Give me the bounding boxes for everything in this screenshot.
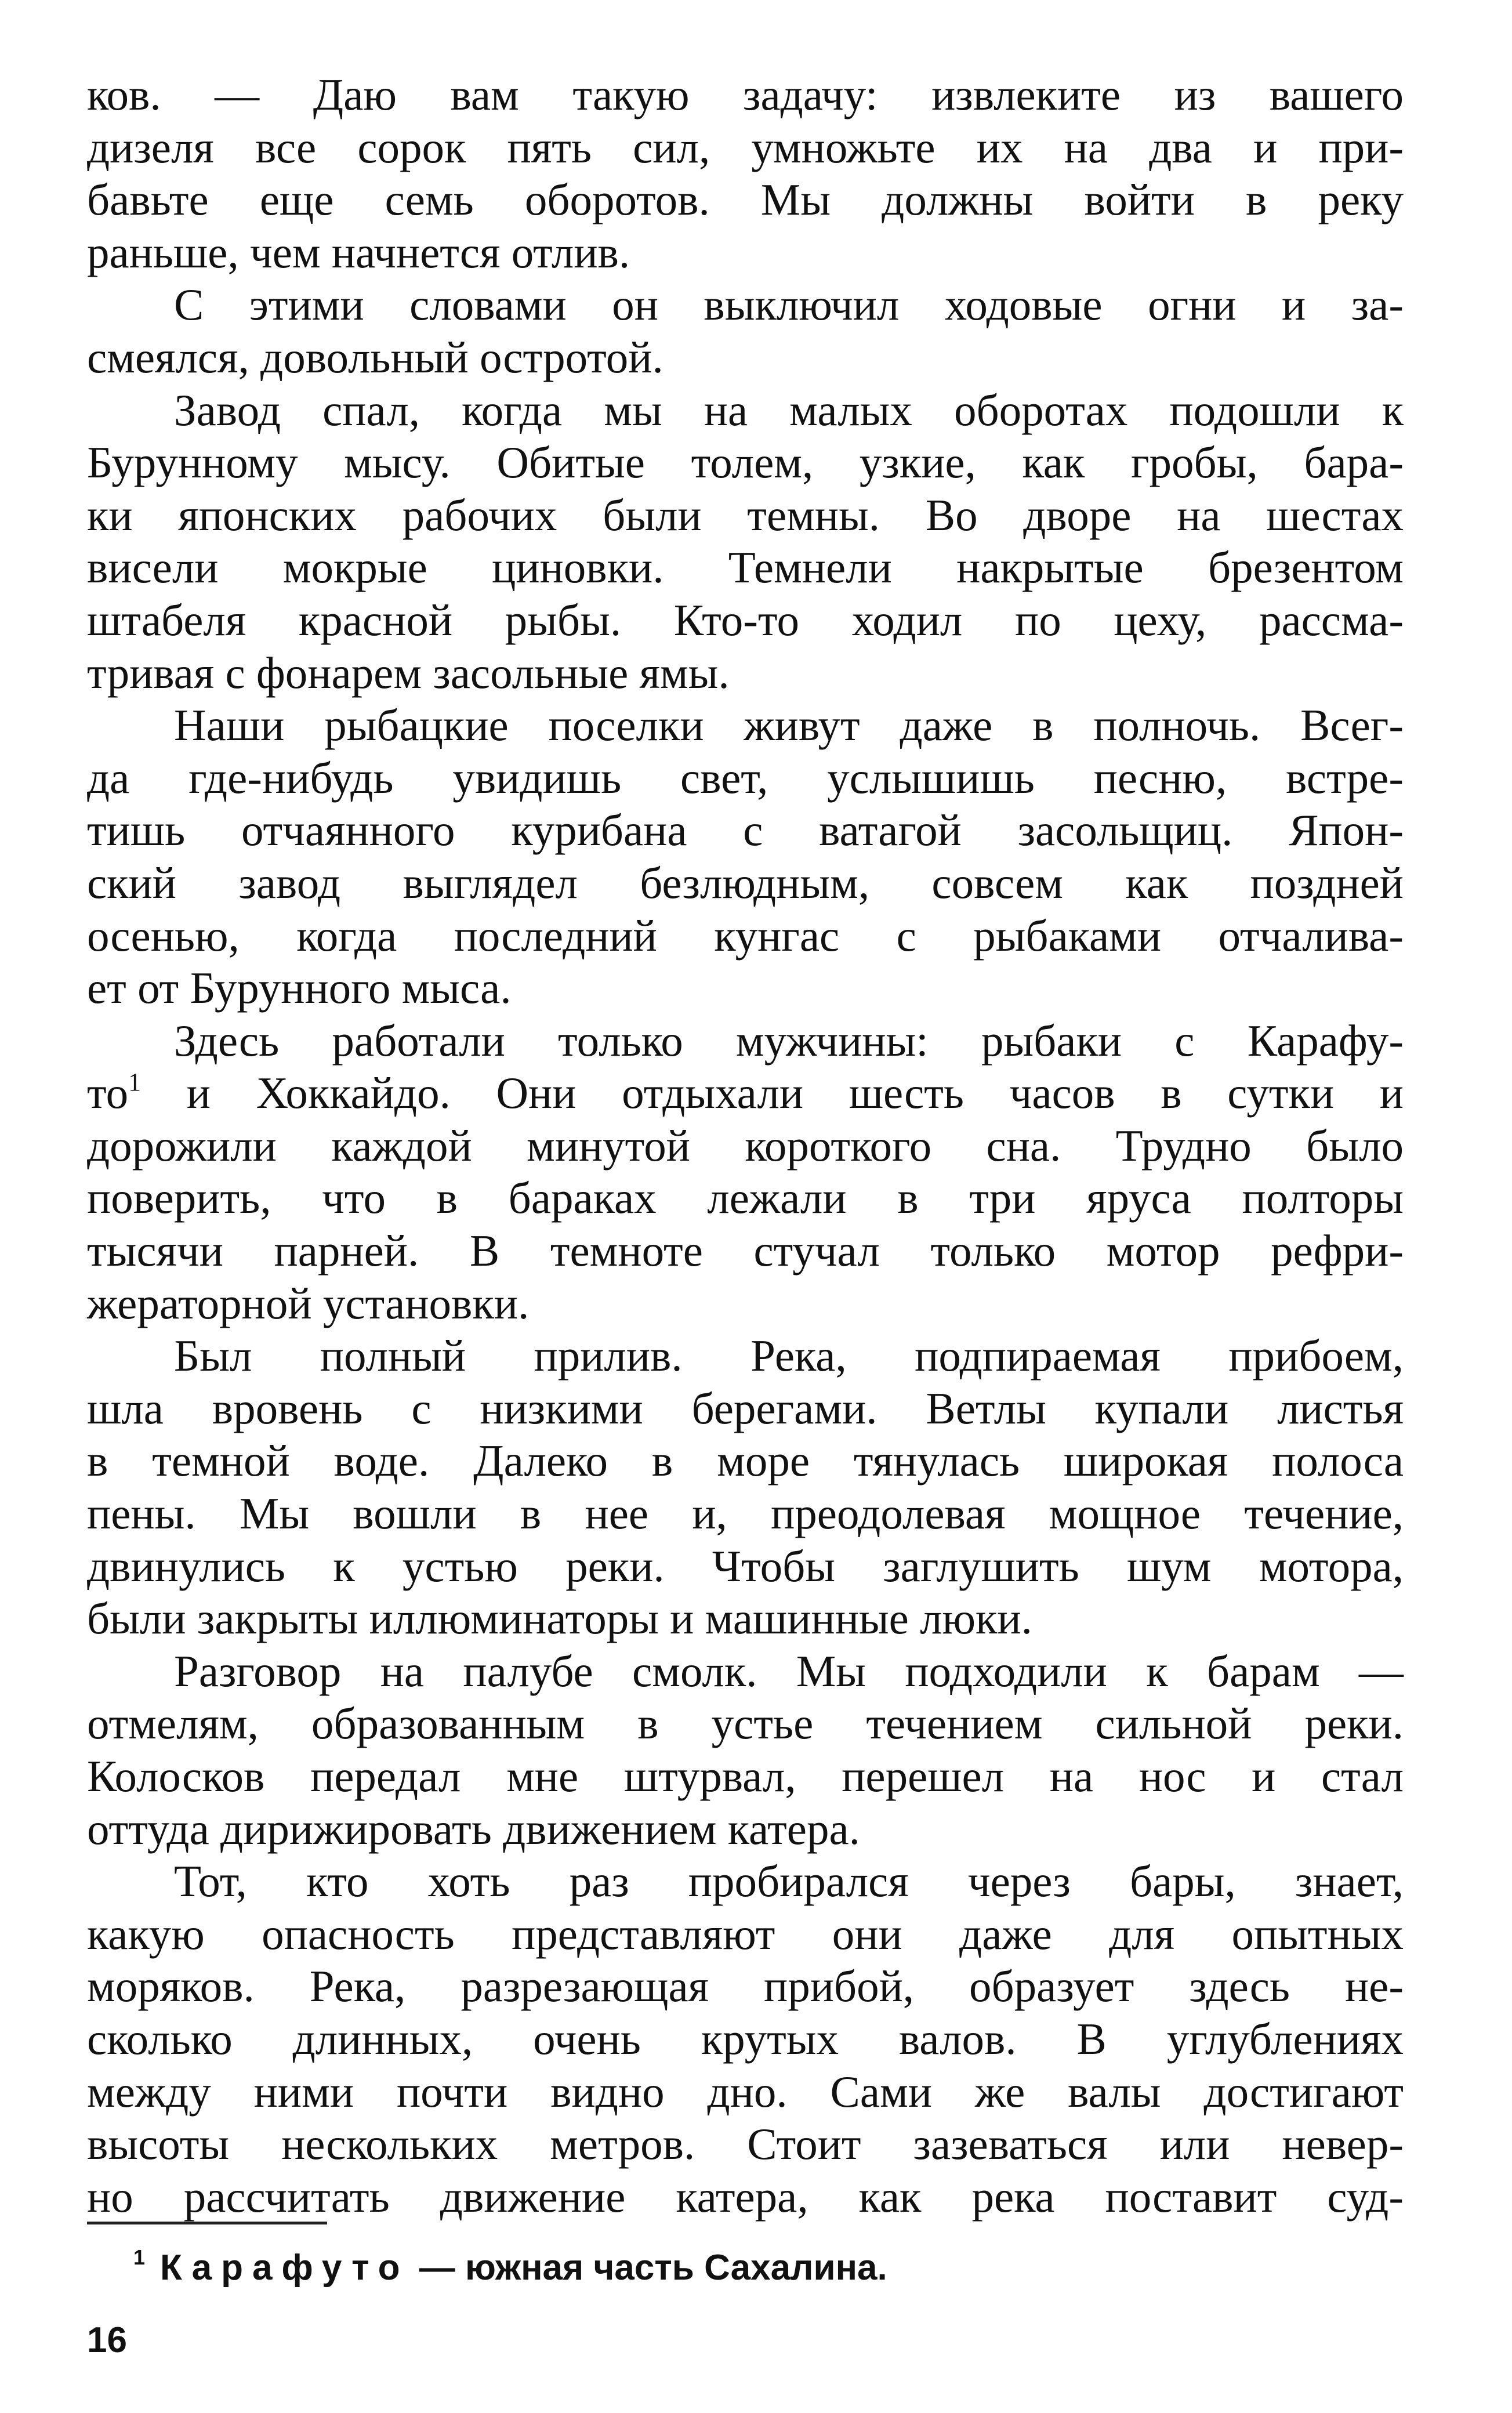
line-rest: и Хоккайдо. Они отдыхали шесть часов в сутки и: [141, 1068, 1404, 1118]
line-start: то: [87, 1068, 129, 1118]
footnote-reference: 1: [128, 1068, 142, 1097]
text-line: оттуда дирижировать движением катера.: [87, 1803, 860, 1854]
text-line: штабеля красной рыбы. Кто-то ходил по цеху, рассма-: [87, 595, 1404, 645]
text-line: да где-нибудь увидишь свет, услышишь песню, встре-: [87, 752, 1404, 803]
text-line: бавьте еще семь оборотов. Мы должны войти в реку: [87, 175, 1404, 225]
text-line: висели мокрые циновки. Темнели накрытые брезентом: [87, 542, 1404, 593]
text-line: дорожили каждой минутой короткого сна. Трудно было: [87, 1120, 1404, 1171]
text-line: тысячи парней. В темноте стучал только мотор рефри-: [87, 1226, 1404, 1276]
text-line: ский завод выглядел безлюдным, совсем как поздней: [87, 857, 1404, 908]
text-line: ки японских рабочих были темны. Во дворе на шестах: [87, 490, 1404, 540]
text-line: [87, 1067, 1404, 1119]
text-line: были закрыты иллюминаторы и машинные люки.: [87, 1593, 1032, 1644]
paragraph: [87, 278, 1404, 383]
main-text: [87, 68, 1404, 2223]
text-line: Бурунному мысу. Обитые толем, узкие, как гробы, бара-: [87, 437, 1404, 488]
text-line: Колосков передал мне штурвал, перешел на нос и стал: [87, 1751, 1404, 1801]
footnote-mark: 1: [133, 2245, 146, 2269]
book-page: [87, 68, 1404, 2365]
text-line: ков. — Даю вам такую задачу: извлеките из вашего: [87, 70, 1404, 119]
text-line: двинулись к устью реки. Чтобы заглушить шум мотора,: [87, 1541, 1404, 1591]
text-line: Тот, кто хоть раз пробирался через бары, знает,: [174, 1856, 1404, 1907]
text-line: тишь отчаянного курибана с ватагой засольщиц. Япон-: [87, 805, 1404, 856]
text-line: поверить, что в бараках лежали в три яруса полторы: [87, 1173, 1404, 1223]
text-line: дизеля все сорок пять сил, умножьте их на два и при-: [87, 122, 1404, 172]
text-line: осенью, когда последний кунгас с рыбаками отчалива-: [87, 910, 1404, 961]
text-line: Наши рыбацкие поселки живут даже в полночь. Всег-: [174, 700, 1404, 751]
text-line: шла вровень с низкими берегами. Ветлы купали листья: [87, 1383, 1404, 1433]
text-line: тривая с фонарем засольные ямы.: [87, 647, 730, 698]
paragraph: [87, 1855, 1404, 2223]
text-line: Здесь работали только мужчины: рыбаки с Карафу-: [174, 1015, 1404, 1066]
text-line: смеялся, довольный остротой.: [87, 332, 663, 382]
text-line: ет от Бурунного мыса.: [87, 963, 512, 1013]
text-line: Был полный прилив. Река, подпираемая прибоем,: [174, 1331, 1404, 1381]
text-line: Завод спал, когда мы на малых оборотах подошли к: [174, 385, 1404, 435]
text-line: но рассчитать движение катера, как река поставит суд-: [87, 2171, 1404, 2222]
paragraph: [87, 384, 1404, 700]
text-line: сколько длинных, очень крутых валов. В углублениях: [87, 2013, 1404, 2064]
text-line: высоты нескольких метров. Стоит зазеваться или невер-: [87, 2119, 1404, 2169]
footnote-definition: — южная часть Сахалина.: [409, 2248, 887, 2288]
text-line: раньше, чем начнется отлив.: [87, 227, 630, 277]
footnote-term: Карафуто: [160, 2248, 409, 2288]
page-number: 16: [87, 2320, 127, 2360]
text-line: жераторной установки.: [87, 1278, 530, 1328]
paragraph: [87, 1015, 1404, 1330]
paragraph: [87, 1645, 1404, 1855]
text-line: отмелям, образованным в устье течением сильной реки.: [87, 1698, 1404, 1749]
text-line: моряков. Река, разрезающая прибой, образует здесь не-: [87, 1961, 1404, 2012]
paragraph: [87, 1329, 1404, 1645]
text-line: между ними почти видно дно. Сами же валы достигают: [87, 2066, 1404, 2117]
text-line: С этими словами он выключил ходовые огни и за-: [174, 280, 1404, 330]
text-line: какую опасность представляют они даже для опытных: [87, 1908, 1404, 1959]
paragraph: [87, 699, 1404, 1015]
text-line: пены. Мы вошли в нее и, преодолевая мощное течение,: [87, 1488, 1404, 1539]
footnote-separator: [87, 2222, 327, 2224]
text-line: Разговор на палубе смолк. Мы подходили к барам —: [174, 1646, 1404, 1696]
footnote: [133, 2245, 887, 2291]
paragraph: [87, 68, 1404, 278]
text-line: в темной воде. Далеко в море тянулась широкая полоса: [87, 1436, 1404, 1486]
